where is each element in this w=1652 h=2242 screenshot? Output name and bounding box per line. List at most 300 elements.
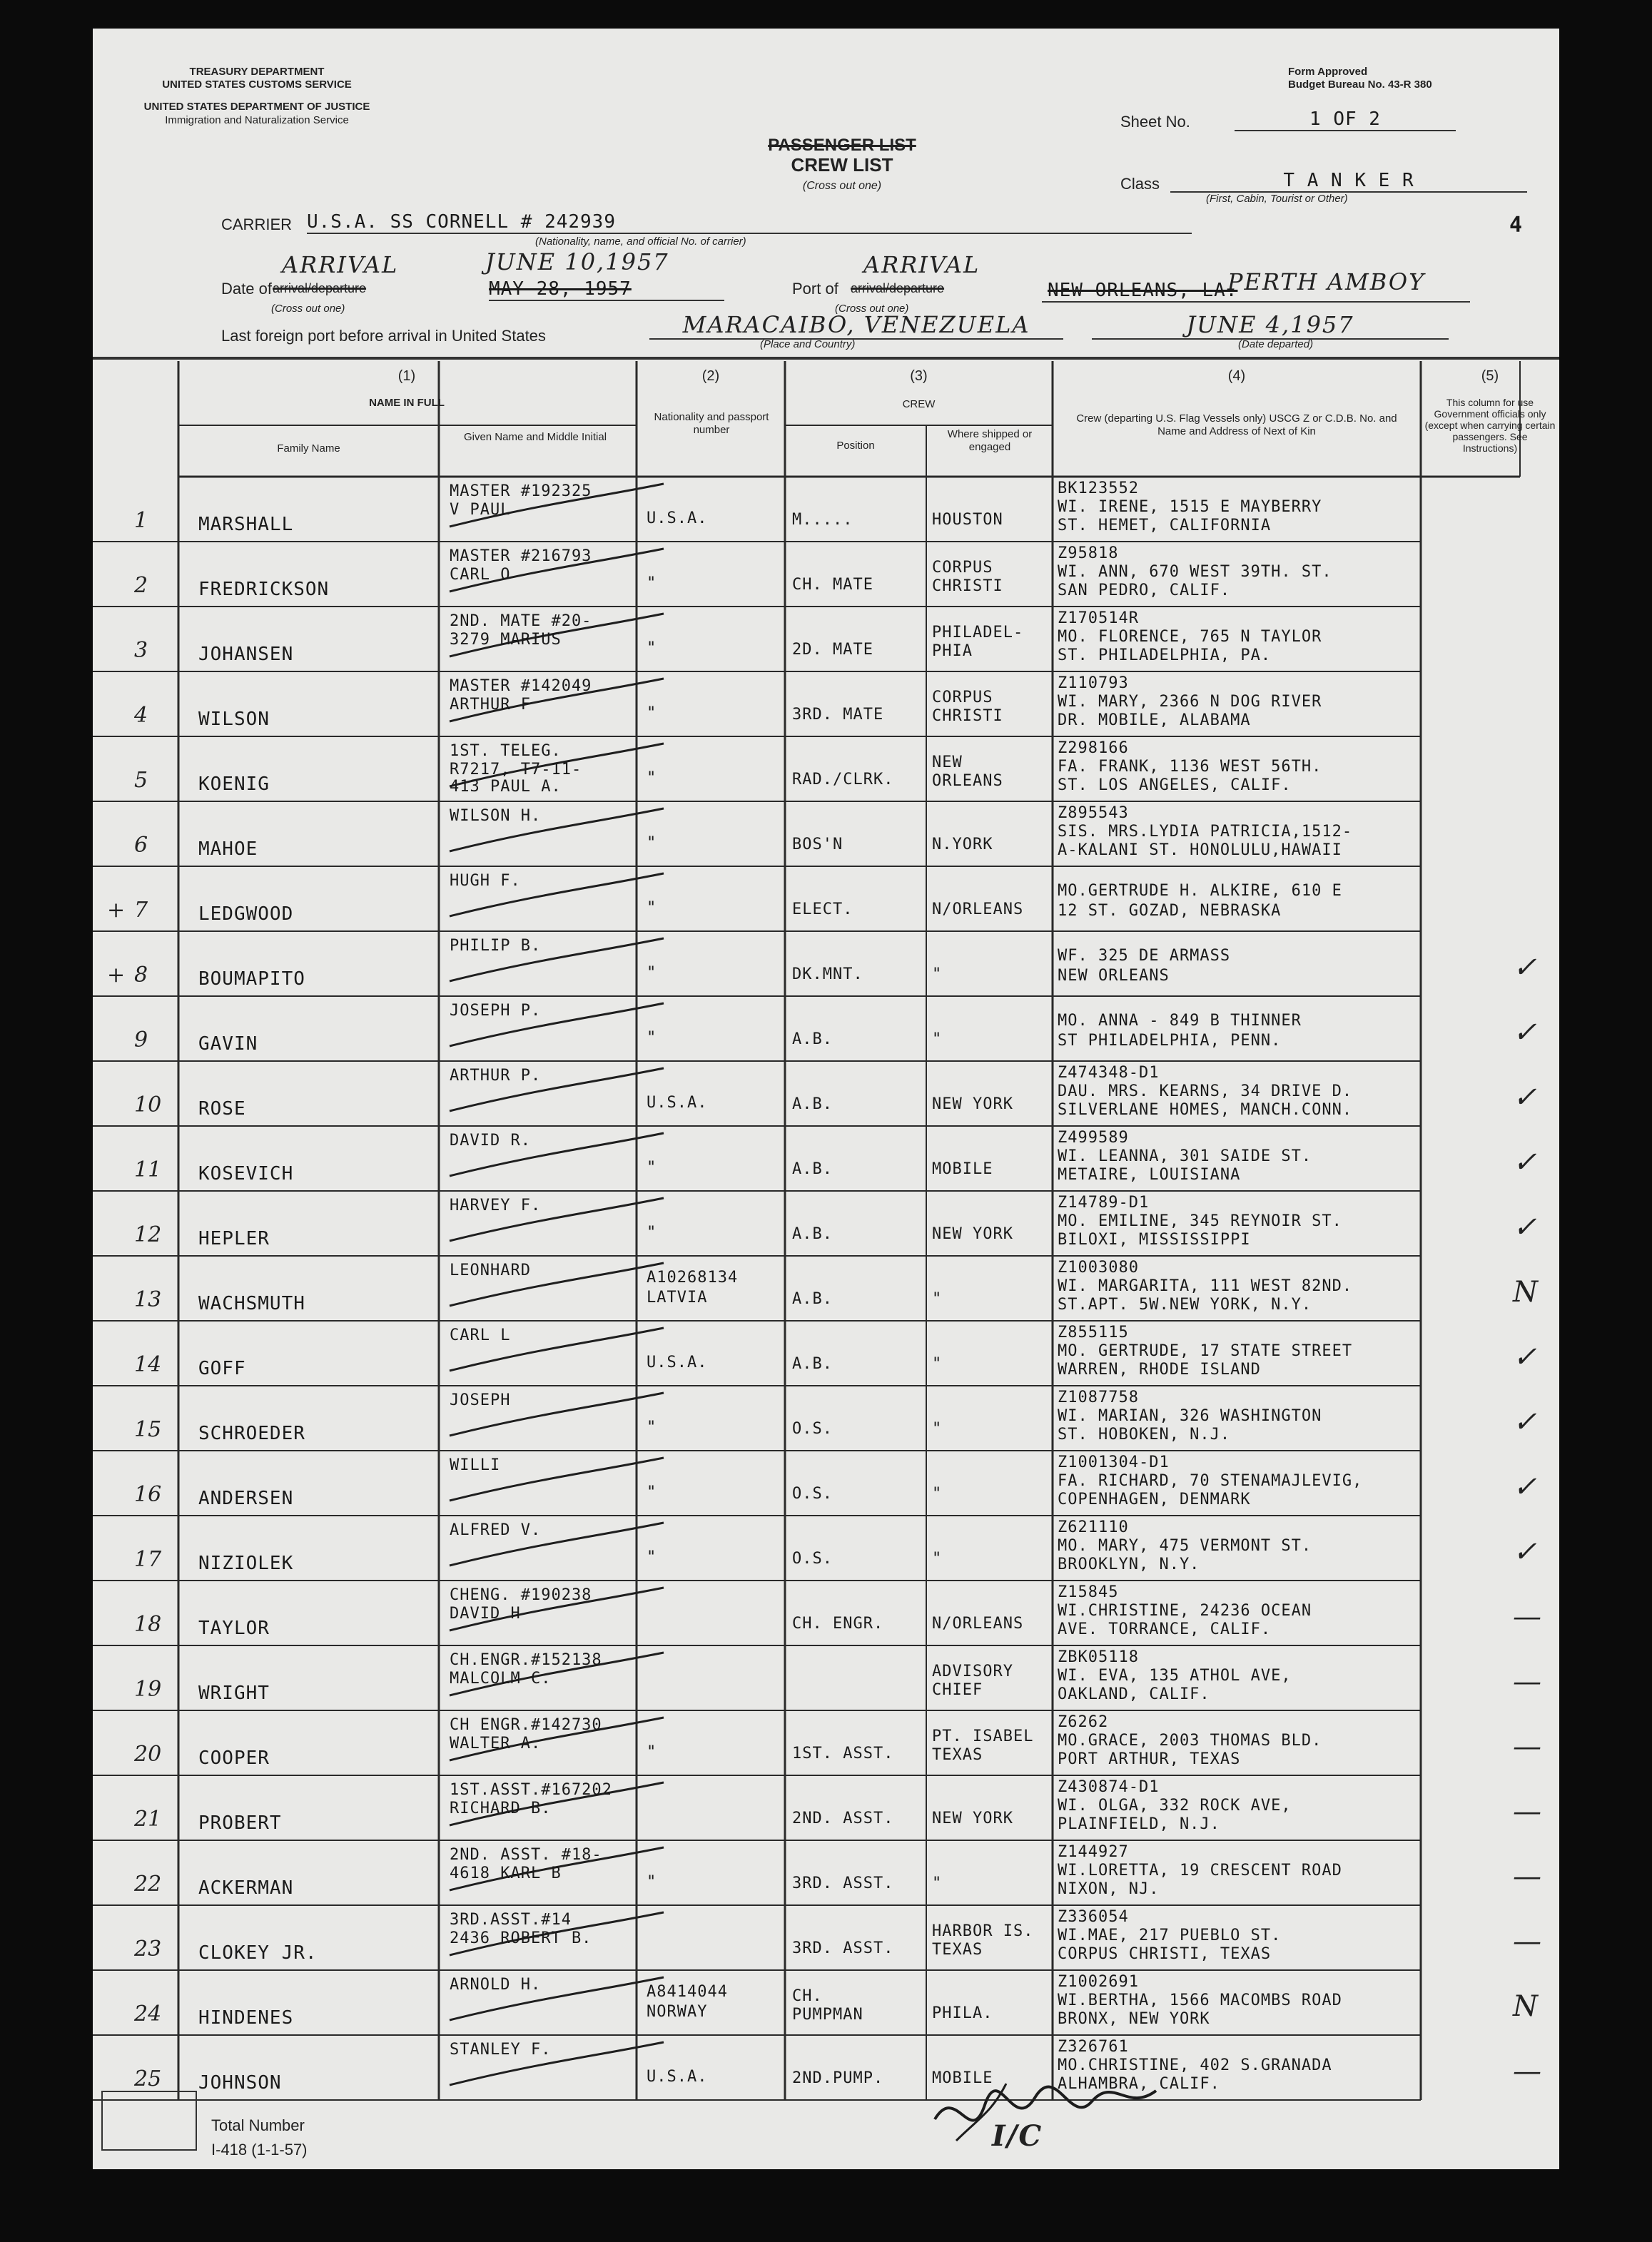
- next-of-kin-line-2: MO.GRACE, 2003 THOMAS BLD.: [1058, 1732, 1322, 1750]
- family-name: WACHSMUTH: [198, 1293, 305, 1314]
- passenger-list-struck: PASSENGER LIST: [768, 136, 916, 155]
- col2-title: Nationality and passport number: [654, 411, 769, 436]
- position-line-1: O.S.: [792, 1550, 833, 1568]
- next-of-kin-line-2: FA. FRANK, 1136 WEST 56TH.: [1058, 758, 1322, 776]
- next-of-kin-line-3: PORT ARTHUR, TEXAS: [1058, 1750, 1241, 1768]
- family-name: JOHANSEN: [198, 644, 294, 665]
- nationality-line-1: ": [647, 1029, 657, 1047]
- next-of-kin-line-3: OAKLAND, CALIF.: [1058, 1685, 1210, 1703]
- next-of-kin-line-3: COPENHAGEN, DENMARK: [1058, 1491, 1251, 1508]
- next-of-kin-line-2: WI.MAE, 217 PUEBLO ST.: [1058, 1927, 1282, 1944]
- position-line-1: A.B.: [792, 1095, 833, 1113]
- where-engaged-line-2: ORLEANS: [932, 772, 1003, 790]
- position-line-1: CH. ENGR.: [792, 1615, 884, 1633]
- position-line-1: A.B.: [792, 1030, 833, 1048]
- given-name-line-1: JOSEPH P.: [450, 1002, 542, 1020]
- where-engaged-line-1: ADVISORY: [932, 1663, 1013, 1680]
- family-name: KOSEVICH: [198, 1163, 294, 1185]
- class-value: T A N K E R: [1170, 170, 1527, 193]
- family-name: JOHNSON: [198, 2072, 282, 2094]
- position-line-1: RAD./CLRK.: [792, 771, 894, 788]
- position-line-1: M.....: [792, 511, 853, 529]
- nationality-line-1: ": [647, 1548, 657, 1566]
- family-name: ANDERSEN: [198, 1488, 294, 1509]
- row-number: 17: [134, 1547, 162, 1572]
- position-line-1: A.B.: [792, 1290, 833, 1308]
- col3a-title: Position: [836, 440, 875, 452]
- where-engaged-line-2: PHIA: [932, 642, 973, 660]
- official-check-mark: ✓: [1513, 1406, 1539, 1439]
- last-port-label: Last foreign port before arrival in United States: [221, 327, 546, 345]
- nationality-line-1: ": [647, 1159, 657, 1177]
- family-name: HEPLER: [198, 1228, 270, 1249]
- next-of-kin-line-3: BRONX, NEW YORK: [1058, 2010, 1210, 2028]
- sheet-label: Sheet No.: [1120, 113, 1190, 131]
- official-check-mark: ✓: [1513, 1146, 1539, 1179]
- official-check-mark: —: [1513, 1860, 1543, 1893]
- next-of-kin-line-3: NIXON, NJ.: [1058, 1880, 1160, 1898]
- official-check-mark: N: [1513, 1990, 1539, 2023]
- next-of-kin-line-2: WI. MARGARITA, 111 WEST 82ND.: [1058, 1277, 1353, 1295]
- date-arrival-departure-struck: arrival/departure: [273, 281, 367, 295]
- family-name: MAHOE: [198, 838, 258, 860]
- given-name-line-2: MALCOLM C.: [450, 1670, 552, 1688]
- official-check-mark: N: [1513, 1276, 1539, 1309]
- next-of-kin-line-2: NEW ORLEANS: [1058, 967, 1170, 985]
- next-of-kin-line-3: WARREN, RHODE ISLAND: [1058, 1361, 1261, 1379]
- given-name-line-1: HUGH F.: [450, 872, 521, 890]
- nationality-line-1: A8414044: [647, 1983, 728, 2001]
- given-name-line-2: RICHARD B.: [450, 1800, 552, 1817]
- next-of-kin-line-1: BK123552: [1058, 480, 1139, 497]
- col4-title: Crew (departing U.S. Flag Vessels only) USCG Z or C.D.B. No. and Name and Address of Next of Kin: [1076, 412, 1397, 437]
- family-name: ACKERMAN: [198, 1877, 294, 1899]
- official-check-mark: ✓: [1513, 1081, 1539, 1114]
- next-of-kin-line-2: WI. EVA, 135 ATHOL AVE,: [1058, 1667, 1292, 1685]
- carrier-label: CARRIER: [221, 215, 293, 233]
- official-check-mark: ✓: [1513, 1341, 1539, 1374]
- given-name-line-2: CARL O: [450, 566, 511, 584]
- col5-number: (5): [1481, 368, 1499, 384]
- next-of-kin-line-2: WI. ANN, 670 WEST 39TH. ST.: [1058, 563, 1332, 581]
- given-name-line-1: STANLEY F.: [450, 2041, 552, 2059]
- family-name: WRIGHT: [198, 1683, 270, 1704]
- where-engaged-line-1: N/ORLEANS: [932, 1615, 1024, 1633]
- given-name-line-1: 1ST. TELEG.: [450, 742, 562, 760]
- col5-title: This column for use Government officials only (except when carrying certain passengers. See Instructions): [1424, 397, 1556, 454]
- given-name-line-2: R7217, T7-11-: [450, 761, 582, 778]
- port-struck-value: NEW ORLEANS, LA.: [1048, 280, 1238, 301]
- row-number: 22: [134, 1872, 162, 1897]
- col4-number: (4): [1227, 368, 1246, 384]
- next-of-kin-line-3: ST. LOS ANGELES, CALIF.: [1058, 776, 1292, 794]
- next-of-kin-line-3: AVE. TORRANCE, CALIF.: [1058, 1620, 1272, 1638]
- nationality-line-1: ": [647, 639, 657, 657]
- given-name-line-1: CH ENGR.#142730: [450, 1716, 602, 1734]
- given-name-line-1: 2ND. ASST. #18-: [450, 1846, 602, 1864]
- next-of-kin-line-1: MO. ANNA - 849 B THINNER: [1058, 1012, 1302, 1030]
- margin-mark: +: [107, 963, 126, 988]
- position-line-1: 3RD. ASST.: [792, 1939, 894, 1957]
- given-name-line-3: 413 PAUL A.: [450, 778, 562, 796]
- family-name: CLOKEY JR.: [198, 1942, 318, 1964]
- where-engaged-line-1: NEW: [932, 754, 963, 771]
- position-line-1: A.B.: [792, 1160, 833, 1178]
- official-check-mark: —: [1513, 1795, 1543, 1828]
- class-label: Class: [1120, 175, 1160, 193]
- given-name-line-1: 1ST.ASST.#167202: [450, 1781, 612, 1799]
- given-name-line-1: 3RD.ASST.#14: [450, 1911, 572, 1929]
- next-of-kin-line-2: WI.BERTHA, 1566 MACOMBS ROAD: [1058, 1992, 1342, 2009]
- col3-number: (3): [910, 368, 928, 384]
- next-of-kin-line-1: Z1003080: [1058, 1259, 1139, 1277]
- family-name: TAYLOR: [198, 1618, 270, 1639]
- position-line-1: 3RD. ASST.: [792, 1875, 894, 1892]
- where-engaged-line-1: ": [932, 1290, 943, 1308]
- next-of-kin-line-1: Z895543: [1058, 804, 1129, 822]
- nationality-line-1: A10268134: [647, 1269, 739, 1287]
- next-of-kin-line-1: Z474348-D1: [1058, 1064, 1160, 1082]
- carrier-note: (Nationality, name, and official No. of carrier): [535, 235, 746, 248]
- budget-bureau-no: Budget Bureau No. 43-R 380: [1288, 78, 1432, 91]
- where-engaged-line-1: N/ORLEANS: [932, 901, 1024, 918]
- next-of-kin-line-2: MO. EMILINE, 345 REYNOIR ST.: [1058, 1212, 1342, 1230]
- family-name: SCHROEDER: [198, 1423, 305, 1444]
- row-number: 1: [134, 508, 148, 533]
- next-of-kin-line-2: 12 ST. GOZAD, NEBRASKA: [1058, 902, 1282, 920]
- row-number: 24: [134, 2002, 162, 2027]
- family-name: FREDRICKSON: [198, 579, 330, 600]
- next-of-kin-line-3: ST.APT. 5W.NEW YORK, N.Y.: [1058, 1296, 1312, 1314]
- next-of-kin-line-3: DR. MOBILE, ALABAMA: [1058, 711, 1251, 729]
- nationality-line-2: NORWAY: [647, 2003, 708, 2021]
- official-check-mark: ✓: [1513, 951, 1539, 984]
- carrier-value: U.S.A. SS CORNELL # 242939: [307, 211, 1192, 234]
- date-label: Date of: [221, 280, 272, 298]
- next-of-kin-line-3: ST. PHILADELPHIA, PA.: [1058, 646, 1272, 664]
- next-of-kin-line-2: WI. MARIAN, 326 WASHINGTON: [1058, 1407, 1322, 1425]
- position-line-1: A.B.: [792, 1225, 833, 1243]
- nationality-line-1: ": [647, 899, 657, 917]
- row-number: 18: [134, 1612, 162, 1637]
- where-engaged-line-2: CHIEF: [932, 1681, 983, 1699]
- next-of-kin-line-2: WI. OLGA, 332 ROCK AVE,: [1058, 1797, 1292, 1815]
- port-value-hand: PERTH AMBOY: [1227, 268, 1426, 295]
- agency-line-1: TREASURY DEPARTMENT: [189, 66, 325, 78]
- next-of-kin-line-1: Z326761: [1058, 2038, 1129, 2056]
- where-engaged-line-2: TEXAS: [932, 1941, 983, 1959]
- where-engaged-line-1: ": [932, 1485, 943, 1503]
- next-of-kin-line-1: Z14789-D1: [1058, 1194, 1150, 1212]
- next-of-kin-line-1: Z144927: [1058, 1843, 1129, 1861]
- next-of-kin-line-2: MO. FLORENCE, 765 N TAYLOR: [1058, 628, 1322, 646]
- next-of-kin-line-2: WI. MARY, 2366 N DOG RIVER: [1058, 693, 1322, 711]
- family-name: PROBERT: [198, 1812, 282, 1834]
- official-check-mark: —: [1513, 1730, 1543, 1763]
- next-of-kin-line-2: WI. LEANNA, 301 SAIDE ST.: [1058, 1147, 1312, 1165]
- where-engaged-line-1: HOUSTON: [932, 511, 1003, 529]
- row-number: 9: [134, 1028, 148, 1052]
- official-check-mark: —: [1513, 1601, 1543, 1633]
- next-of-kin-line-2: WI. IRENE, 1515 E MAYBERRY: [1058, 498, 1322, 516]
- given-name-line-1: MASTER #142049: [450, 677, 592, 695]
- next-of-kin-line-1: Z1001304-D1: [1058, 1454, 1170, 1471]
- official-check-mark: ✓: [1513, 1471, 1539, 1503]
- nationality-line-1: ": [647, 1419, 657, 1436]
- next-of-kin-line-1: Z1002691: [1058, 1973, 1139, 1991]
- next-of-kin-line-1: Z15845: [1058, 1583, 1119, 1601]
- given-name-line-1: CHENG. #190238: [450, 1586, 592, 1604]
- family-name: GAVIN: [198, 1033, 258, 1055]
- nationality-line-1: ": [647, 964, 657, 982]
- date-struck-value: MAY 28, 1957: [489, 278, 724, 301]
- given-name-line-1: DAVID R.: [450, 1132, 531, 1150]
- next-of-kin-line-3: ST. HOBOKEN, N.J.: [1058, 1426, 1231, 1444]
- crew-list-form: [93, 29, 1559, 2169]
- row-number: 16: [134, 1482, 162, 1507]
- given-name-line-1: HARVEY F.: [450, 1197, 542, 1214]
- nationality-line-1: ": [647, 769, 657, 787]
- where-engaged-line-1: N.YORK: [932, 836, 993, 853]
- where-engaged-line-1: PHILA.: [932, 2004, 993, 2022]
- row-number: 25: [134, 2066, 162, 2091]
- given-name-line-1: LEONHARD: [450, 1262, 531, 1279]
- nationality-line-1: ": [647, 1224, 657, 1242]
- where-engaged-line-1: ": [932, 1355, 943, 1373]
- last-port-date-value: JUNE 4,1957: [1092, 311, 1449, 340]
- position-line-1: 3RD. MATE: [792, 706, 884, 724]
- row-number: 11: [134, 1157, 162, 1182]
- given-name-line-2: WALTER A.: [450, 1735, 542, 1752]
- where-engaged-line-1: ": [932, 1420, 943, 1438]
- date-arrival-hand: ARRIVAL: [282, 251, 399, 278]
- given-name-line-1: CH.ENGR.#152138: [450, 1651, 602, 1669]
- date-note: (Cross out one): [271, 303, 345, 315]
- given-name-line-1: CARL L: [450, 1327, 511, 1344]
- next-of-kin-line-3: ALHAMBRA, CALIF.: [1058, 2075, 1220, 2093]
- nationality-line-2: LATVIA: [647, 1289, 708, 1307]
- official-check-mark: ✓: [1513, 1016, 1539, 1049]
- position-line-1: O.S.: [792, 1420, 833, 1438]
- row-number: 4: [134, 703, 148, 728]
- row-number: 23: [134, 1937, 162, 1962]
- family-name: NIZIOLEK: [198, 1553, 294, 1574]
- nationality-line-1: ": [647, 834, 657, 852]
- official-initials: I/C: [992, 2119, 1043, 2153]
- position-line-1: CH.: [792, 1987, 823, 2005]
- next-of-kin-line-2: FA. RICHARD, 70 STENAMAJLEVIG,: [1058, 1472, 1363, 1490]
- position-line-1: CH. MATE: [792, 576, 873, 594]
- last-port-value: MARACAIBO, VENEZUELA: [649, 311, 1063, 340]
- given-name-line-1: PHILIP B.: [450, 937, 542, 955]
- where-engaged-line-1: PT. ISABEL: [932, 1728, 1034, 1745]
- next-of-kin-line-3: BROOKLYN, N.Y.: [1058, 1556, 1200, 1573]
- port-label: Port of: [792, 280, 838, 298]
- next-of-kin-line-3: A-KALANI ST. HONOLULU,HAWAII: [1058, 841, 1342, 859]
- form-number: I-418 (1-1-57): [211, 2141, 308, 2159]
- next-of-kin-line-3: SAN PEDRO, CALIF.: [1058, 582, 1231, 599]
- where-engaged-line-1: ": [932, 1875, 943, 1892]
- next-of-kin-line-1: Z170514R: [1058, 609, 1139, 627]
- given-name-line-2: 4618 KARL B: [450, 1865, 562, 1882]
- family-name: COOPER: [198, 1748, 270, 1769]
- port-arrival-hand: ARRIVAL: [863, 251, 980, 278]
- col1-title: NAME IN FULL: [369, 397, 445, 409]
- position-line-1: 1ST. ASST.: [792, 1745, 894, 1762]
- col3-title: CREW: [902, 398, 936, 410]
- where-engaged-line-1: NEW YORK: [932, 1810, 1013, 1827]
- next-of-kin-line-3: ST. HEMET, CALIFORNIA: [1058, 517, 1272, 534]
- row-number: 20: [134, 1742, 162, 1767]
- row-number: 13: [134, 1287, 162, 1312]
- next-of-kin-line-1: Z855115: [1058, 1324, 1129, 1341]
- next-of-kin-line-3: PLAINFIELD, N.J.: [1058, 1815, 1220, 1833]
- row-number: 12: [134, 1222, 162, 1247]
- margin-mark: +: [107, 898, 126, 923]
- position-line-1: 2ND. ASST.: [792, 1810, 894, 1827]
- row-number: 8: [134, 963, 148, 988]
- row-number: 19: [134, 1677, 162, 1702]
- where-engaged-line-2: CHRISTI: [932, 577, 1003, 595]
- where-engaged-line-1: ": [932, 1030, 943, 1048]
- last-port-note: (Place and Country): [760, 338, 856, 350]
- last-port-date-note: (Date departed): [1238, 338, 1314, 350]
- next-of-kin-line-1: Z499589: [1058, 1129, 1129, 1147]
- family-name: HINDENES: [198, 2007, 294, 2029]
- given-name-line-2: V PAUL: [450, 501, 511, 519]
- nationality-line-1: U.S.A.: [647, 2068, 708, 2086]
- next-of-kin-line-2: WI.LORETTA, 19 CRESCENT ROAD: [1058, 1862, 1342, 1880]
- where-engaged-line-1: MOBILE: [932, 1160, 993, 1178]
- given-name-line-1: ALFRED V.: [450, 1521, 542, 1539]
- row-number: 21: [134, 1807, 162, 1832]
- next-of-kin-line-1: Z1087758: [1058, 1389, 1139, 1406]
- sheet-value: 1 OF 2: [1235, 108, 1456, 131]
- given-name-line-2: DAVID H: [450, 1605, 521, 1623]
- next-of-kin-line-3: CORPUS CHRISTI, TEXAS: [1058, 1945, 1272, 1963]
- given-name-line-1: WILSON H.: [450, 807, 542, 825]
- position-line-1: O.S.: [792, 1485, 833, 1503]
- position-line-1: A.B.: [792, 1355, 833, 1373]
- next-of-kin-line-2: SIS. MRS.LYDIA PATRICIA,1512-: [1058, 823, 1353, 841]
- nationality-line-1: U.S.A.: [647, 509, 708, 527]
- row-number: 7: [134, 898, 148, 923]
- given-name-line-1: ARTHUR P.: [450, 1067, 542, 1085]
- next-of-kin-line-1: Z430874-D1: [1058, 1778, 1160, 1796]
- next-of-kin-line-1: Z336054: [1058, 1908, 1129, 1926]
- where-engaged-line-1: ": [932, 965, 943, 983]
- row-number: 3: [134, 638, 148, 663]
- official-check-mark: ✓: [1513, 1211, 1539, 1244]
- position-line-1: 2ND.PUMP.: [792, 2069, 884, 2087]
- nationality-line-1: ": [647, 1743, 657, 1761]
- list-title-note: (Cross out one): [802, 180, 882, 192]
- position-line-1: 2D. MATE: [792, 641, 873, 659]
- where-engaged-line-1: CORPUS: [932, 689, 993, 706]
- where-engaged-line-2: CHRISTI: [932, 707, 1003, 725]
- next-of-kin-line-2: WI.CHRISTINE, 24236 OCEAN: [1058, 1602, 1312, 1620]
- position-line-1: DK.MNT.: [792, 965, 863, 983]
- where-engaged-line-1: ": [932, 1550, 943, 1568]
- next-of-kin-line-1: Z110793: [1058, 674, 1129, 692]
- row-number: 5: [134, 768, 148, 793]
- next-of-kin-line-1: ZBK05118: [1058, 1648, 1139, 1666]
- given-name-line-1: WILLI: [450, 1456, 501, 1474]
- total-number-label: Total Number: [211, 2116, 305, 2134]
- row-number: 14: [134, 1352, 162, 1377]
- where-engaged-line-1: CORPUS: [932, 559, 993, 577]
- col1-number: (1): [397, 368, 416, 384]
- nationality-line-1: ": [647, 704, 657, 722]
- nationality-line-1: U.S.A.: [647, 1354, 708, 1371]
- col3b-title: Where shipped or engaged: [947, 428, 1033, 453]
- where-engaged-line-1: NEW YORK: [932, 1225, 1013, 1243]
- port-note: (Cross out one): [835, 303, 909, 315]
- next-of-kin-line-1: Z621110: [1058, 1518, 1129, 1536]
- nationality-line-1: U.S.A.: [647, 1094, 708, 1112]
- next-of-kin-line-1: MO.GERTRUDE H. ALKIRE, 610 E: [1058, 882, 1342, 900]
- official-check-mark: ✓: [1513, 1536, 1539, 1568]
- next-of-kin-line-1: Z6262: [1058, 1713, 1109, 1731]
- family-name: KOENIG: [198, 773, 270, 795]
- col1b-title: Given Name and Middle Initial: [463, 431, 607, 443]
- form-approved: Form Approved: [1288, 66, 1368, 78]
- where-engaged-line-2: TEXAS: [932, 1746, 983, 1764]
- where-engaged-line-1: MOBILE: [932, 2069, 993, 2087]
- family-name: GOFF: [198, 1358, 246, 1379]
- nationality-line-1: ": [647, 1483, 657, 1501]
- agency-line-3: UNITED STATES DEPARTMENT OF JUSTICE: [143, 101, 370, 113]
- next-of-kin-line-1: Z298166: [1058, 739, 1129, 757]
- next-of-kin-line-3: METAIRE, LOUISIANA: [1058, 1166, 1241, 1184]
- position-line-1: ELECT.: [792, 901, 853, 918]
- family-name: WILSON: [198, 709, 270, 730]
- crew-list-title: CREW LIST: [791, 154, 893, 176]
- family-name: LEDGWOOD: [198, 903, 294, 925]
- family-name: BOUMAPITO: [198, 968, 305, 990]
- where-engaged-line-1: PHILADEL-: [932, 624, 1024, 641]
- where-engaged-line-1: HARBOR IS.: [932, 1922, 1034, 1940]
- nationality-line-1: ": [647, 1873, 657, 1891]
- total-number-box: [101, 2091, 197, 2151]
- given-name-line-2: 3279 MARIUS: [450, 631, 562, 649]
- next-of-kin-line-1: WF. 325 DE ARMASS: [1058, 947, 1231, 965]
- next-of-kin-line-3: SILVERLANE HOMES, MANCH.CONN.: [1058, 1101, 1353, 1119]
- row-number: 6: [134, 833, 148, 858]
- class-note: (First, Cabin, Tourist or Other): [1206, 193, 1348, 205]
- row-number: 10: [134, 1092, 162, 1117]
- agency-line-2: UNITED STATES CUSTOMS SERVICE: [162, 78, 352, 91]
- col1a-title: Family Name: [277, 442, 340, 455]
- official-check-mark: —: [1513, 2055, 1543, 2088]
- next-of-kin-line-2: DAU. MRS. KEARNS, 34 DRIVE D.: [1058, 1082, 1353, 1100]
- official-check-mark: —: [1513, 1925, 1543, 1958]
- family-name: ROSE: [198, 1098, 246, 1120]
- date-value-hand: JUNE 10,1957: [485, 248, 669, 275]
- next-of-kin-line-2: MO. GERTRUDE, 17 STATE STREET: [1058, 1342, 1353, 1360]
- given-name-line-1: 2ND. MATE #20-: [450, 612, 592, 630]
- official-check-mark: —: [1513, 1665, 1543, 1698]
- given-name-line-1: JOSEPH: [450, 1391, 511, 1409]
- where-engaged-line-1: NEW YORK: [932, 1095, 1013, 1113]
- given-name-line-2: 2436 ROBERT B.: [450, 1929, 592, 1947]
- next-of-kin-line-2: ST PHILADELPHIA, PENN.: [1058, 1032, 1282, 1050]
- next-of-kin-line-1: Z95818: [1058, 544, 1119, 562]
- family-name: MARSHALL: [198, 514, 294, 535]
- port-arrival-departure-struck: arrival/departure: [851, 281, 945, 295]
- given-name-line-1: MASTER #192325: [450, 482, 592, 500]
- col2-number: (2): [701, 368, 720, 384]
